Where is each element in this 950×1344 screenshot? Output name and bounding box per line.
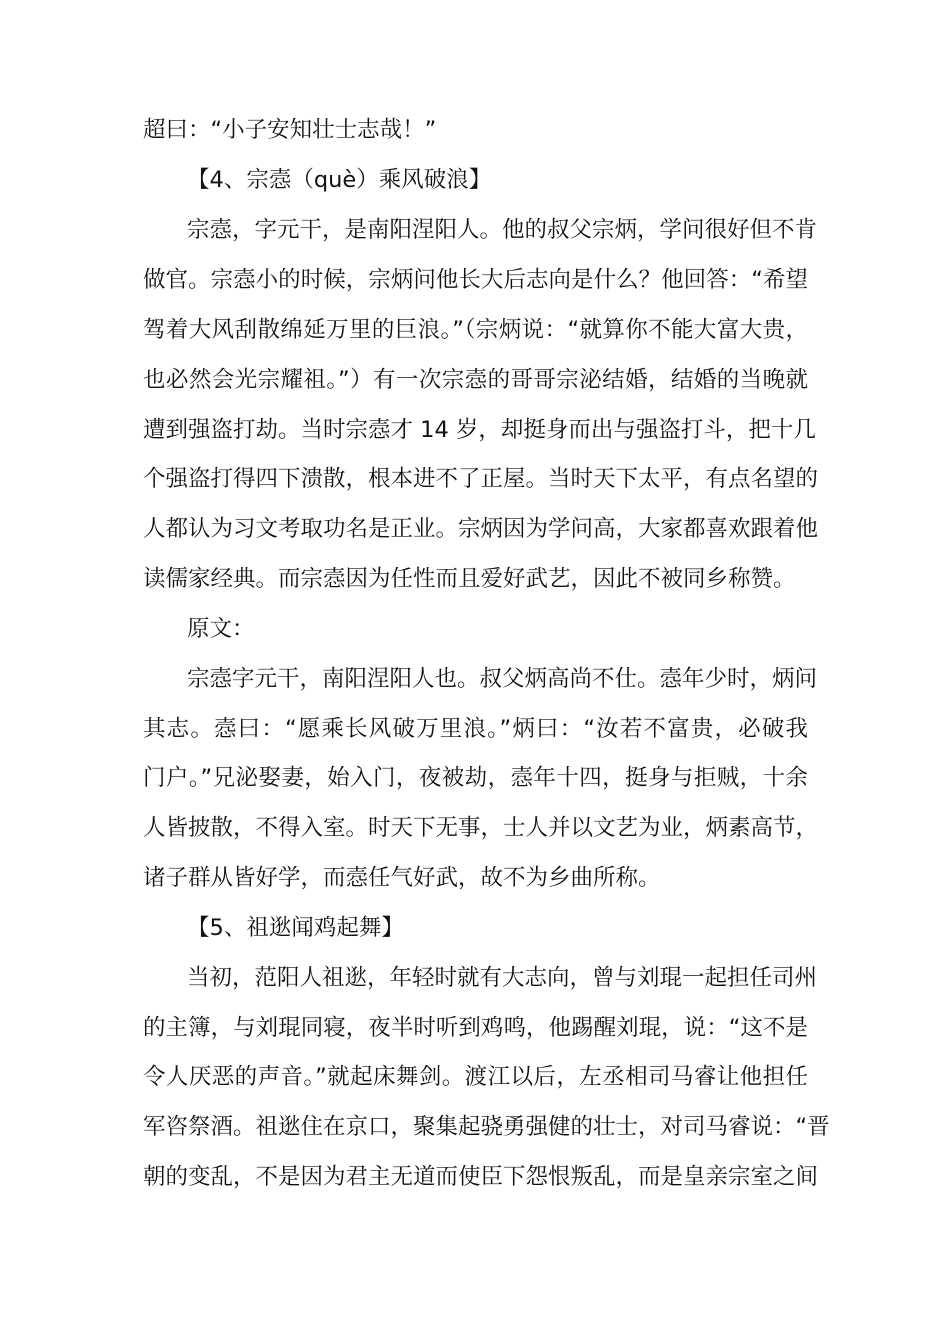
text-line: 宗悫，字元干，是南阳涅阳人。他的叔父宗炳，学问很好但不肯 [187,217,818,243]
text-line: 门户。”兄泌娶妻，始入门，夜被劫，悫年十四，挺身与拒贼，十余 [143,765,808,791]
text-line: 其志。悫曰：“愿乘长风破万里浪。”炳曰：“汝若不富贵，必破我 [143,716,808,742]
text-line: 人都认为习文考取功名是正业。宗炳因为学问高，大家都喜欢跟着他 [143,516,819,542]
text-line: 驾着大风刮散绵延万里的巨浪。”（宗炳说：“就算你不能大富大贵， [143,317,808,343]
original-text-label: 原文： [187,616,255,642]
text-line: 朝的变乱，不是因为君主无道而使臣下怨恨叛乱，而是皇亲宗室之间 [143,1164,819,1190]
section-heading: 【4、宗悫（què）乘风破浪】 [187,167,492,193]
text-line: 做官。宗悫小的时候，宗炳问他长大后志向是什么？他回答：“希望 [143,267,808,293]
text-line: 诸子群从皆好学，而悫任气好武，故不为乡曲所称。 [143,865,661,891]
text-line: 超曰：“小子安知壮士志哉！” [143,117,437,143]
text-line: 读儒家经典。而宗悫因为任性而且爱好武艺，因此不被同乡称赞。 [143,566,796,592]
text-line: 军咨祭酒。祖逖住在京口，聚集起骁勇强健的壮士，对司马睿说：“晋 [143,1114,830,1140]
text-line: 的主簿，与刘琨同寝，夜半时听到鸡鸣，他踢醒刘琨，说：“这不是 [143,1015,808,1041]
text-line: 宗悫字元干，南阳涅阳人也。叔父炳高尚不仕。悫年少时，炳问 [187,666,818,692]
text-line: 个强盗打得四下溃散，根本进不了正屋。当时天下太平，有点名望的 [143,466,819,492]
text-line: 遭到强盗打劫。当时宗悫才 14 岁，却挺身而出与强盗打斗，把十几 [143,417,816,443]
text-line: 人皆披散，不得入室。时天下无事，士人并以文艺为业，炳素高节， [143,815,819,841]
text-line: 当初，范阳人祖逖，年轻时就有大志向，曾与刘琨一起担任司州 [187,965,818,991]
text-line: 也必然会光宗耀祖。”）有一次宗悫的哥哥宗泌结婚，结婚的当晚就 [143,367,808,393]
text-line: 令人厌恶的声音。”就起床舞剑。渡江以后，左丞相司马睿让他担任 [143,1064,808,1090]
section-heading: 【5、祖逖闻鸡起舞】 [187,915,404,941]
